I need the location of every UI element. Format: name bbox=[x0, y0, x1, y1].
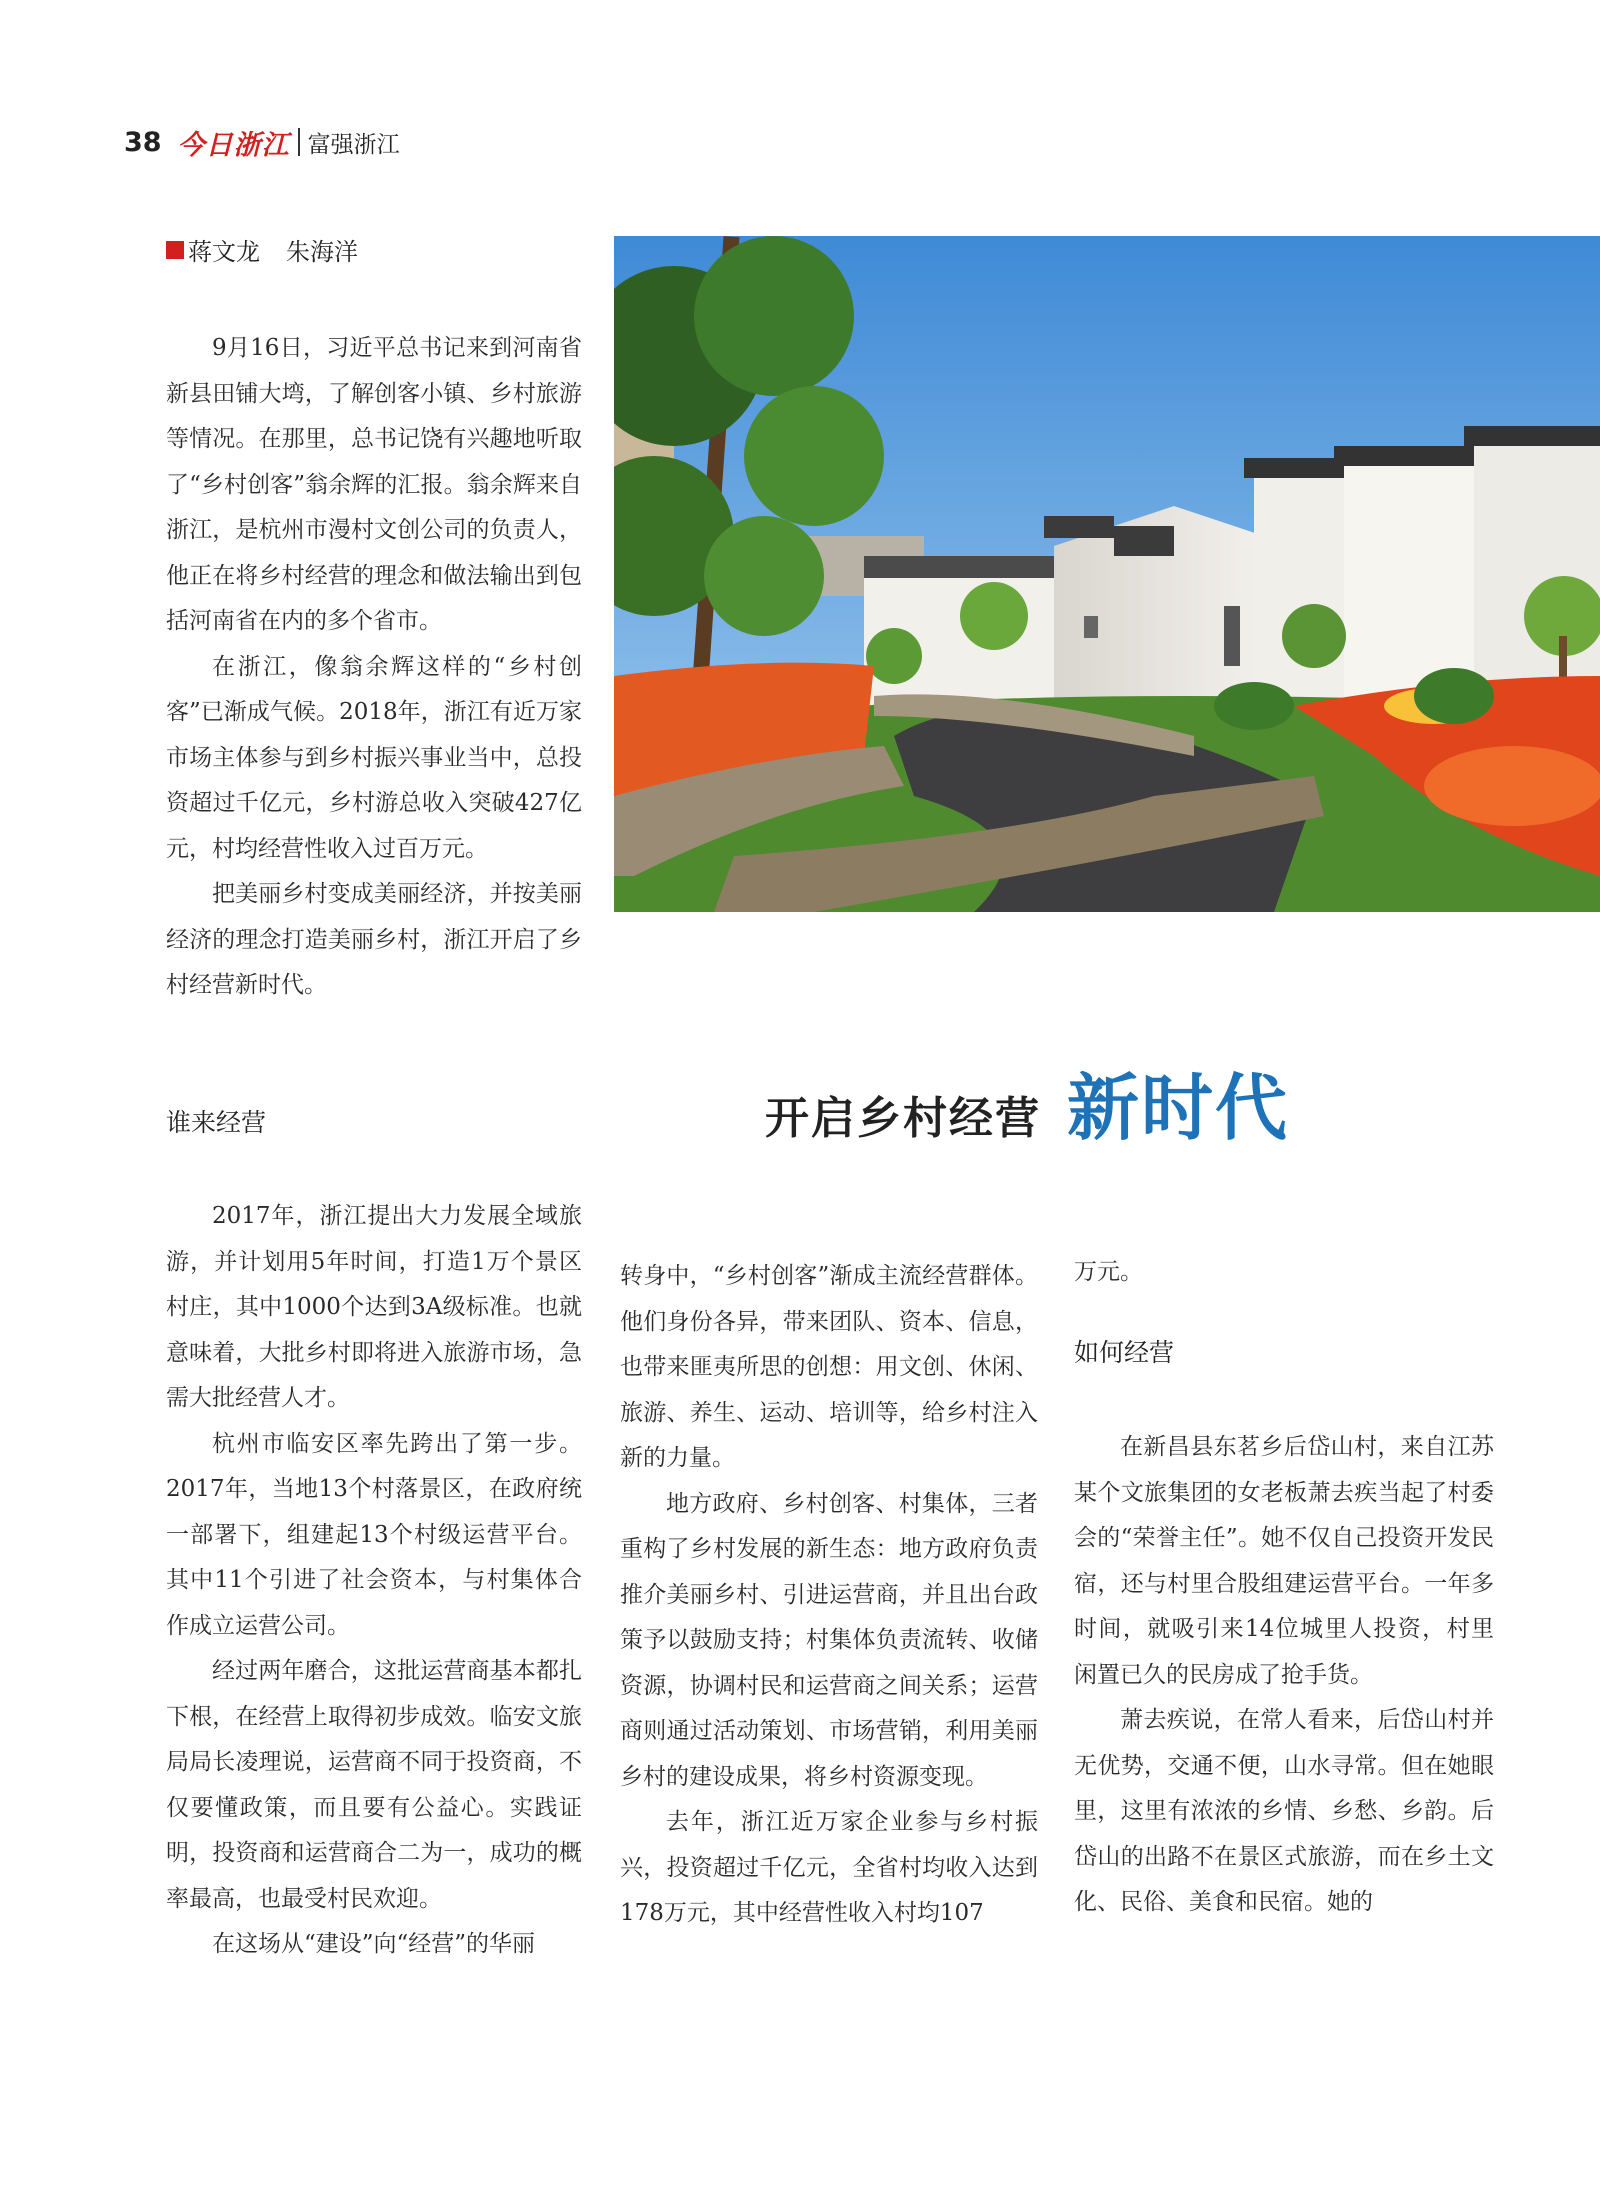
magazine-logo: 今日浙江 bbox=[177, 129, 290, 161]
paragraph: 2017年，浙江提出大力发展全域旅游，并计划用5年时间，打造1万个景区村庄，其中1000个达到3A级标准。也就意味着，大批乡村即将进入旅游市场，急需大批经营人才。 bbox=[166, 1203, 582, 1411]
paragraph: 把美丽乡村变成美丽经济，并按美丽经济的理念打造美丽乡村，浙江开启了乡村经营新时代。 bbox=[166, 881, 582, 998]
column-1-intro bbox=[166, 326, 582, 1009]
section-heading-who bbox=[166, 1100, 582, 1146]
subheading: 谁来经营 bbox=[166, 1108, 267, 1137]
title-accent: 新时代 bbox=[1067, 1066, 1290, 1150]
column-1-body bbox=[166, 1194, 582, 1968]
paragraph: 在新昌县东茗乡后岱山村，来自江苏某个文旅集团的女老板萧去疾当起了村委会的“荣誉主任”。她不仅自己投资开发民宿，还与村里合股组建运营平台。一年多时间，就吸引来14位城里人投资，村里闲置已久的民房成了抢手货。 bbox=[1074, 1434, 1494, 1688]
author-2: 朱海洋 bbox=[286, 238, 358, 266]
paragraph: 经过两年磨合，这批运营商基本都扎下根，在经营上取得初步成效。临安文旅局局长凌理说，运营商不同于投资商，不仅要懂政策，而且要有公益心。实践证明，投资商和运营商合二为一，成功的概率最高，也最受村民欢迎。 bbox=[166, 1658, 582, 1912]
paragraph: 萧去疾说，在常人看来，后岱山村并无优势，交通不便，山水寻常。但在她眼里，这里有浓浓的乡情、乡愁、乡韵。后岱山的出路不在景区式旅游，而在乡土文化、民俗、美食和民宿。她的 bbox=[1074, 1707, 1494, 1915]
subheading: 如何经营 bbox=[1074, 1337, 1175, 1367]
byline-marker-icon bbox=[166, 241, 184, 259]
column-3 bbox=[1074, 1250, 1494, 1926]
page-header bbox=[124, 122, 400, 162]
paragraph: 万元。 bbox=[1074, 1259, 1143, 1285]
paragraph: 地方政府、乡村创客、村集体，三者重构了乡村发展的新生态：地方政府负责推介美丽乡村、引进运营商，并且出台政策予以鼓励支持；村集体负责流转、收储资源，协调村民和运营商之间关系；运营商则通过活动策划、市场营销，利用美丽乡村的建设成果，将乡村资源变现。 bbox=[620, 1490, 1038, 1790]
article-title bbox=[765, 1050, 1289, 1154]
village-photo bbox=[614, 236, 1600, 912]
section-name: 富强浙江 bbox=[307, 131, 400, 158]
paragraph: 杭州市临安区率先跨出了第一步。2017年，当地13个村落景区，在政府统一部署下，组建起13个村级运营平台。其中11个引进了社会资本，与村集体合作成立运营公司。 bbox=[166, 1430, 582, 1639]
paragraph: 在浙江，像翁余辉这样的“乡村创客”已渐成气候。2018年，浙江有近万家市场主体参与到乡村振兴事业当中，总投资超过千亿元，乡村游总收入突破427亿元，村均经营性收入过百万元。 bbox=[166, 653, 582, 862]
paragraph: 在这场从“建设”向“经营”的华丽 bbox=[212, 1931, 536, 1957]
paragraph: 去年，浙江近万家企业参与乡村振兴，投资超过千亿元，全省村均收入达到178万元，其中经营性收入村均107 bbox=[620, 1809, 1038, 1926]
paragraph: 9月16日，习近平总书记来到河南省新县田铺大塆，了解创客小镇、乡村旅游等情况。在那里，总书记饶有兴趣地听取了“乡村创客”翁余辉的汇报。翁余辉来自浙江，是杭州市漫村文创公司的负责人，他正在将乡村经营的理念和做法输出到包括河南省在内的多个省市。 bbox=[166, 335, 582, 634]
author-1: 蒋文龙 bbox=[188, 238, 260, 266]
byline bbox=[166, 232, 358, 267]
paragraph: 转身中，“乡村创客”渐成主流经营群体。他们身份各异，带来团队、资本、信息，也带来匪夷所思的创想：用文创、休闲、旅游、养生、运动、培训等，给乡村注入新的力量。 bbox=[620, 1263, 1038, 1471]
title-main: 开启乡村经营 bbox=[765, 1093, 1041, 1144]
column-2 bbox=[620, 1254, 1038, 1937]
page-number: 38 bbox=[124, 126, 162, 158]
header-divider bbox=[298, 128, 300, 156]
